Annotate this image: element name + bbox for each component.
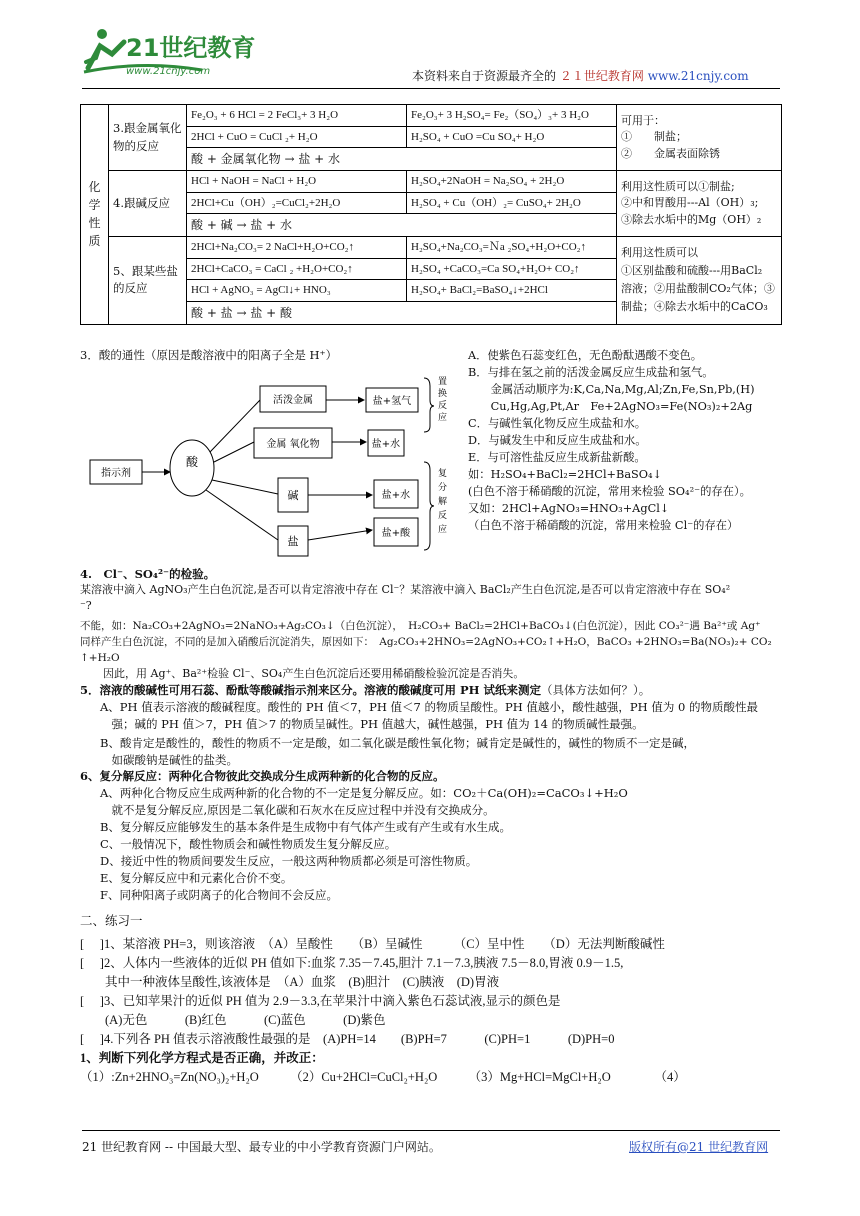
body-line: C、一般情况下，酸性物质会和碱性物质发生复分解反应。 — [100, 837, 397, 851]
header-url-link[interactable]: www.21cnjy.com — [647, 69, 749, 83]
body-line: A、两种化合物反应生成两种新的化合物的不一定是复分解反应。如：CO₂＋Ca(OH)₂=CaCO₃↓+H₂O — [100, 786, 628, 800]
acid-properties-table — [80, 104, 782, 325]
body-line: 不能，如：Na₂CO₃+2AgNO₃=2NaNO₃+Ag₂CO₃↓（白色沉淀）， H₂CO₃+ BaCl₂=2HCl+BaCO₃↓(白色沉淀），因此 CO₃²⁻遇 Ba²⁺或 Ag⁺ — [80, 620, 761, 632]
property-line: 又如：2HCl+AgNO₃=HNO₃+AgCl↓ — [468, 502, 670, 515]
body-line: A、PH 值表示溶液的酸碱程度。酸性的 PH 值＜7，PH 值＜7 的物质呈酸性。PH 值越小，酸性越强，PH 值为 0 的物质酸性最 — [100, 700, 758, 714]
category-salt: 5、跟某些盐的反应 — [109, 237, 187, 325]
question-3: [ ]3、已知苹果汁的近似 PH 值为 2.9－3.3,在苹果汁中滴入紫色石蕊试液,显示的颜色是 — [80, 994, 561, 1008]
exercise-title: 二、练习一 — [80, 914, 143, 928]
property-line: Cu,Hg,Ag,Pt,Ar Fe+2AgNO₃=Fe(NO₃)₂+2Ag — [468, 400, 753, 413]
body-line: B、酸肯定是酸性的，酸性的物质不一定是酸，如二氧化碳是酸性氧化物；碱肯定是碱性的，碱性的物质不一定是碱， — [100, 736, 695, 750]
body-line: E、复分解反应中和元素化合价不变。 — [100, 871, 293, 885]
property-line: C．与碱性氧化物反应生成盐和水。 — [468, 417, 647, 430]
double-decomposition-brace — [424, 462, 434, 550]
question-4: [ ]4.下列各 PH 值表示溶液酸性最强的是 (A)PH=14 (B)PH=7 (C)PH=1 (D)PH=0 — [80, 1032, 615, 1046]
double-decomposition-label: 复分解反应 — [438, 469, 448, 535]
reaction-cell: H₂SO₄+Na₂CO₃=Ｎa ₂SO₄+H₂O+CO₂↑ — [407, 237, 617, 259]
property-line: （白色不溶于稀硝酸的沉淀，常用来检验 Cl⁻的存在） — [468, 519, 739, 532]
exercise-questions — [80, 935, 785, 1087]
property-line: D．与碱发生中和反应生成盐和水。 — [468, 434, 647, 447]
indicator-label: 指示剂 — [101, 468, 131, 479]
section4-body — [80, 582, 785, 682]
general-equation: 酸 + 碱 → 盐 + 水 — [187, 214, 617, 237]
reaction-cell: H₂SO₄ +CaCO₃=Ca SO₄+H₂O+ CO₂↑ — [407, 258, 617, 280]
section6-title: 6、复分解反应：两种化合物彼此交换成分生成两种新的化合物的反应。 — [80, 769, 445, 783]
uses-salt: 利用这性质可以 ①区别盐酸和硫酸---用BaCl₂ 溶液；②用盐酸制CO₂气体；③ 制盐；④除去水垢中的CaCO₃ — [617, 237, 782, 325]
question-1: [ ]1、某溶液 PH=3，则该溶液 （A）呈酸性 （B）呈碱性 （C）呈中性 （D）无法判断酸碱性 — [80, 937, 665, 951]
body-line: ⁻? — [80, 599, 92, 612]
uses-metal-oxide: 可用于： ① 制盐； ② 金属表面除锈 — [617, 105, 782, 171]
connector-line — [212, 480, 278, 494]
property-line: B．与排在氢之前的活泼金属反应生成盐和氢气。 — [468, 366, 714, 379]
reaction-cell: HCl + AgNO₃ = AgCl↓+ HNO₃ — [187, 280, 407, 302]
footer-divider — [82, 1130, 780, 1131]
category-metal-oxide: 3.跟金属氧化物的反应 — [109, 105, 187, 171]
base-label: 碱 — [287, 489, 299, 502]
question-3-options: (A)无色 (B)红色 (C)蓝色 (D)紫色 — [80, 1013, 386, 1027]
site-logo — [82, 24, 282, 80]
general-equation: 酸 + 盐 → 盐 + 酸 — [187, 301, 617, 324]
body-line: 如碳酸钠是碱性的盐类。 — [100, 753, 238, 767]
section5-title: 5．溶液的酸碱性可用石蕊、酚酞等酸碱指示剂来区分。溶液的酸碱度可用 PH 试纸来测定（具体方法如何？）。 — [80, 683, 651, 697]
footer-copyright-link[interactable]: 版权所有@21 世纪教育网 — [629, 1140, 769, 1154]
judge-equations: （1）:Zn+2HNO₃=Zn(NO₃)₂+H₂O （2）Cu+2HCl=CuCl₂+H₂O （3）Mg+HCl=MgCl+H₂O （4） — [80, 1070, 686, 1084]
reaction-cell: 2HCl + CuO = CuCl ₂+ H₂O — [187, 126, 407, 148]
category-base: 4.跟碱反应 — [109, 171, 187, 237]
property-line: 如：H₂SO₄+BaCl₂=2HCl+BaSO₄↓ — [468, 468, 663, 481]
acid-general-properties — [468, 347, 786, 534]
result-label: 盐+水 — [371, 439, 401, 450]
reaction-cell: H₂SO₄ + CuO =Cu SO₄+ H₂O — [407, 126, 617, 148]
header-tagline — [412, 67, 749, 84]
metal-oxide-label: 金属 氧化物 — [266, 439, 320, 450]
body-line: B、复分解反应能够发生的基本条件是生成物中有气体产生或有产生或有水生成。 — [100, 820, 511, 834]
result-label: 盐+酸 — [381, 528, 411, 539]
section3-title: 3．酸的通性（原因是酸溶液中的阳离子全是 H⁺） — [80, 348, 338, 362]
judge-title: 1、判断下列化学方程式是否正确，并改正： — [80, 1051, 324, 1065]
acid-label: 酸 — [185, 455, 199, 469]
body-line: 因此，用 Ag⁺、Ba²⁺检验 Cl⁻、SO₄产生白色沉淀后还要用稀硝酸检验沉淀是否消失。 — [92, 667, 525, 680]
connector-line — [214, 442, 254, 462]
body-line: 就不是复分解反应,原因是二氧化碳和石灰水在反应过程中并没有交换成分。 — [100, 803, 495, 817]
section5-body — [100, 699, 790, 769]
footer-left-text: 21 世纪教育网 -- 中国最大型、最专业的中小学教育资源门户网站。 — [82, 1140, 441, 1154]
reaction-cell: 2HCl+Na₂CO₃= 2 NaCl+H₂O+CO₂↑ — [187, 237, 407, 259]
reaction-cell: HCl + NaOH = NaCl + H₂O — [187, 171, 407, 193]
section4-title: 4. Cl⁻、SO₄²⁻的检验。 — [80, 567, 216, 581]
question-2: [ ]2、人体内一些液体的近似 PH 值如下:血浆 7.35－7.45,胆汁 7.1－7.3,胰液 7.5－8.0,胃液 0.9－1.5, — [80, 956, 624, 970]
result-label: 盐+氢气 — [372, 396, 412, 407]
property-line: (白色不溶于稀硝酸的沉淀，常用来检验 SO₄²⁻的存在）。 — [468, 485, 751, 498]
general-equation: 酸 + 金属氧化物 → 盐 + 水 — [187, 148, 617, 171]
acid-properties-diagram — [82, 370, 462, 558]
active-metal-label: 活泼金属 — [273, 395, 313, 406]
uses-base: 利用这性质可以①制盐; ②中和胃酸用---Al（OH）₃; ③除去水垢中的Mg（OH）₂ — [617, 171, 782, 237]
header-site-name: ２１世纪教育网 — [559, 69, 644, 83]
displacement-brace — [424, 378, 434, 432]
header-prefix: 本资料来自于资源最齐全的 — [412, 69, 557, 83]
header-divider — [82, 88, 780, 89]
body-line: F、同种阳离子或阴离子的化合物间不会反应。 — [100, 888, 338, 902]
body-line: ↑+H₂O — [80, 652, 120, 664]
reaction-cell: Fe₂O₃ + 6 HCl = 2 FeCl₃+ 3 H₂O — [187, 105, 407, 127]
logo-url-text: www.21cnjy.com — [126, 66, 211, 77]
salt-label: 盐 — [287, 535, 299, 548]
result-arrow — [308, 530, 372, 540]
reaction-cell: Fe₂O₃+ 3 H₂SO₄= Fe₂（SO₄）₃+ 3 H₂O — [407, 105, 617, 127]
side-label: 化学性质 — [81, 105, 109, 325]
connector-line — [210, 400, 260, 452]
displacement-label: 置换反应 — [438, 377, 448, 423]
property-line: E．与可溶性盐反应生成新盐新酸。 — [468, 451, 646, 464]
connector-line — [206, 490, 278, 540]
body-line: 同样产生白色沉淀，不同的是加入硝酸后沉淀消失，原因如下： Ag₂CO₃+2HNO₃=2AgNO₃+CO₂↑+H₂O，BaCO₃ +2HNO₃=Ba(NO₃)₂+ CO₂ — [80, 636, 772, 648]
body-line: 某溶液中滴入 AgNO₃产生白色沉淀,是否可以肯定溶液中存在 Cl⁻？某溶液中滴入 BaCl₂产生白色沉淀,是否可以肯定溶液中存在 SO₄² — [80, 583, 731, 596]
logo-main-text: 21世纪教育 — [126, 34, 256, 62]
body-line: 强；碱的 PH 值＞7，PH 值＞7 的物质呈碱性。PH 值越大，碱性越强，PH 值为 14 的物质碱性最强。 — [100, 717, 644, 731]
reaction-cell: 2HCl+CaCO₃ = CaCl ₂ +H₂O+CO₂↑ — [187, 258, 407, 280]
property-line: A．使紫色石蕊变红色，无色酚酞遇酸不变色。 — [468, 349, 703, 362]
property-line: 金属活动顺序为:K,Ca,Na,Mg,Al;Zn,Fe,Sn,Pb,(H) — [468, 383, 755, 396]
body-line: D、接近中性的物质间要发生反应，一般这两种物质都必须是可溶性物质。 — [100, 854, 478, 868]
section6-body — [100, 785, 790, 904]
reaction-cell: H₂SO₄ + Cu（OH）₂= CuSO₄+ 2H₂O — [407, 192, 617, 214]
question-2-options: 其中一种液体呈酸性,该液体是 （A）血浆 (B)胆汁 (C)胰液 (D)胃液 — [80, 975, 500, 989]
result-label: 盐+水 — [381, 490, 411, 501]
reaction-cell: H₂SO₄+2NaOH = Na₂SO₄ + 2H₂O — [407, 171, 617, 193]
reaction-cell: 2HCl+Cu（OH）₂=CuCl₂+2H₂O — [187, 192, 407, 214]
reaction-cell: H₂SO₄+ BaCl₂=BaSO₄↓+2HCl — [407, 280, 617, 302]
